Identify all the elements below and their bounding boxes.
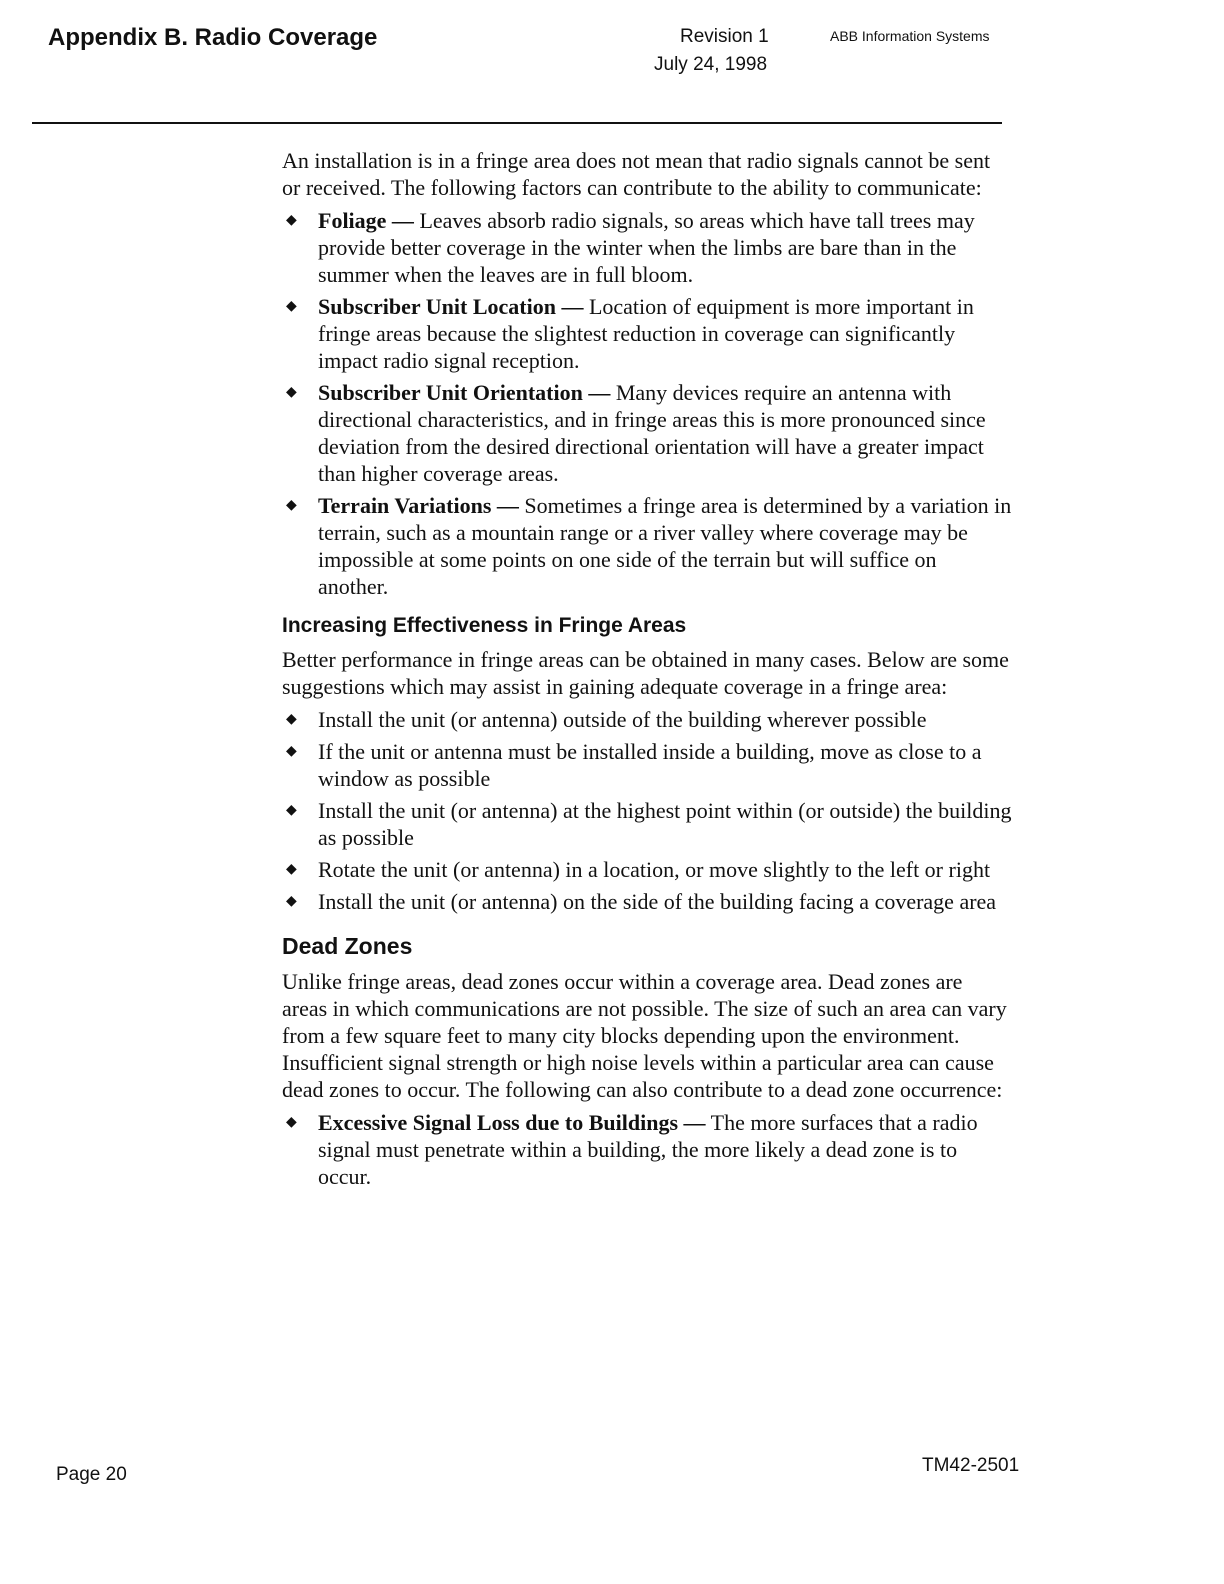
suggestion-text: Install the unit (or antenna) at the highest point within (or outside) the building as possible xyxy=(318,798,1012,850)
factor-term: Excessive Signal Loss due to Buildings — xyxy=(318,1110,706,1135)
diamond-bullet-icon: ◆ xyxy=(286,862,297,877)
suggestion-text: Rotate the unit (or antenna) in a location, or move slightly to the left or right xyxy=(318,857,991,882)
suggestion-text: Install the unit (or antenna) on the side of the building facing a coverage area xyxy=(318,889,997,914)
factor-text: Location of equipment is more important in fringe areas because the slightest reduction in coverage can significantly impact radio signal reception. xyxy=(318,294,974,373)
list-item xyxy=(282,293,1012,374)
diamond-bullet-icon: ◆ xyxy=(286,213,297,228)
list-item xyxy=(282,856,1012,883)
factor-text: The more surfaces that a radio signal must penetrate within a building, the more likely a dead zone is to occur. xyxy=(318,1110,978,1189)
factor-term: Terrain Variations — xyxy=(318,493,519,518)
revision-label: Revision 1 xyxy=(680,26,769,47)
list-item xyxy=(282,379,1012,487)
factor-list xyxy=(282,207,1012,600)
diamond-bullet-icon: ◆ xyxy=(286,712,297,727)
list-item xyxy=(282,207,1012,288)
header-divider xyxy=(32,122,1002,124)
diamond-bullet-icon: ◆ xyxy=(286,803,297,818)
dead-zone-list xyxy=(282,1109,1012,1190)
diamond-bullet-icon: ◆ xyxy=(286,385,297,400)
factor-term: Subscriber Unit Location — xyxy=(318,294,584,319)
document-number: TM42-2501 xyxy=(922,1455,1020,1476)
diamond-bullet-icon: ◆ xyxy=(286,1115,297,1130)
intro-paragraph: An installation is in a fringe area does not mean that radio signals cannot be sent or received. The following factors can contribute to the ability to communicate: xyxy=(282,148,991,200)
factor-term: Subscriber Unit Orientation — xyxy=(318,380,611,405)
list-item xyxy=(282,797,1012,851)
suggestion-list xyxy=(282,706,1012,915)
factor-text: Many devices require an antenna with directional characteristics, and in fringe areas this is more pronounced since deviation from the desired directional orientation will have a greater impact than higher coverage areas. xyxy=(318,380,986,486)
diamond-bullet-icon: ◆ xyxy=(286,894,297,909)
diamond-bullet-icon: ◆ xyxy=(286,299,297,314)
section-paragraph: Better performance in fringe areas can be obtained in many cases. Below are some suggestions which may assist in gaining adequate coverage in a fringe area: xyxy=(282,647,1009,699)
page-body xyxy=(282,147,1012,1198)
revision-date: July 24, 1998 xyxy=(654,54,768,75)
diamond-bullet-icon: ◆ xyxy=(286,744,297,759)
factor-text: Sometimes a fringe area is determined by a variation in terrain, such as a mountain range or a river valley where coverage may be impossible at some points on one side of the terrain but will suffice on another. xyxy=(318,493,1012,599)
section-heading-fringe-areas: Increasing Effectiveness in Fringe Areas xyxy=(282,614,687,637)
page-header-title: Appendix B. Radio Coverage xyxy=(48,24,378,51)
list-item xyxy=(282,1109,1012,1190)
list-item xyxy=(282,738,1012,792)
page-number: Page 20 xyxy=(56,1464,127,1485)
suggestion-text: If the unit or antenna must be installed inside a building, move as close to a window as possible xyxy=(318,739,982,791)
diamond-bullet-icon: ◆ xyxy=(286,498,297,513)
factor-text: Leaves absorb radio signals, so areas which have tall trees may provide better coverage in the winter when the limbs are bare than in the summer when the leaves are in full bloom. xyxy=(318,208,975,287)
company-name: ABB Information Systems xyxy=(830,28,990,44)
list-item xyxy=(282,888,1012,915)
suggestion-text: Install the unit (or antenna) outside of the building wherever possible xyxy=(318,707,927,732)
list-item xyxy=(282,492,1012,600)
section-paragraph: Unlike fringe areas, dead zones occur within a coverage area. Dead zones are areas in which communications are not possible. The size of such an area can vary from a few square feet to many city blocks depending upon the environment. Insufficient signal strength or high noise levels within a particular area can cause dead zones to occur. The following can also contribute to a dead zone occurrence: xyxy=(282,969,1007,1102)
section-heading-dead-zones: Dead Zones xyxy=(282,933,413,959)
list-item xyxy=(282,706,1012,733)
factor-term: Foliage — xyxy=(318,208,414,233)
